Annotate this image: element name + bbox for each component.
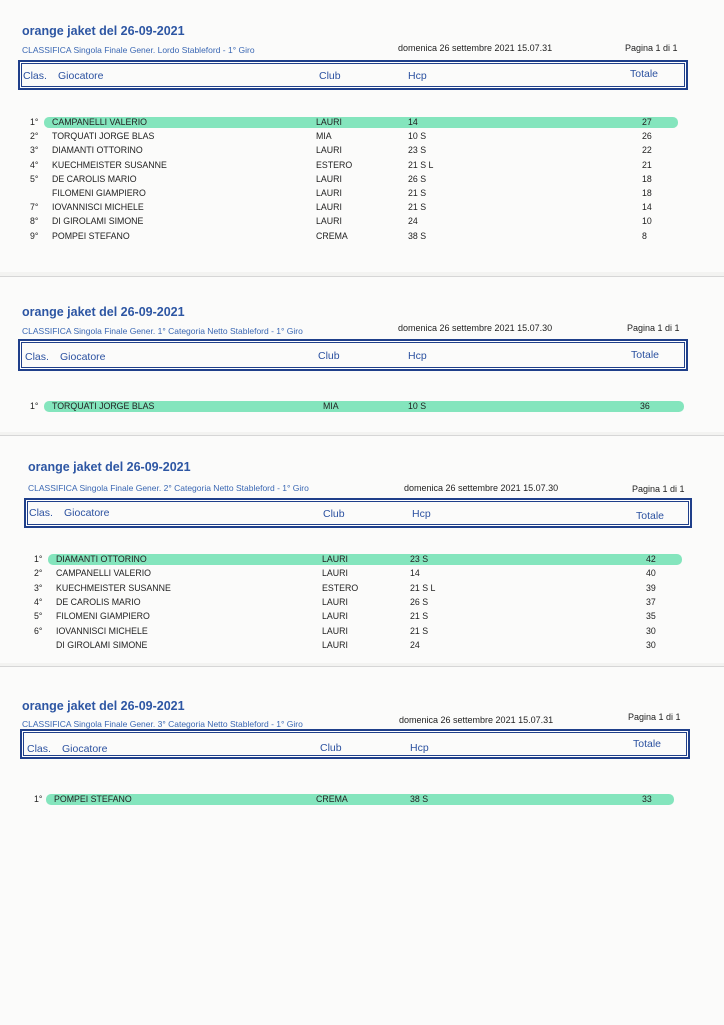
club-cell: LAURI <box>322 554 348 564</box>
player-name-cell: KUECHMEISTER SUSANNE <box>56 582 171 593</box>
sheet-title: orange jaket del 26-09-2021 <box>22 24 185 38</box>
player-name-cell: DIAMANTI OTTORINO <box>52 145 143 156</box>
sheet-subtitle: CLASSIFICA Singola Finale Gener. Lordo Stableford - 1° Giro <box>22 45 255 55</box>
player-name-cell: CAMPANELLI VALERIO <box>52 117 148 127</box>
table-row <box>0 401 724 414</box>
player-name-cell: DI GIROLAMI SIMONE <box>52 216 144 227</box>
handicap-cell: 21 S L <box>410 582 436 593</box>
club-cell: LAURI <box>316 202 342 213</box>
header-club: Club <box>319 70 341 82</box>
position-cell: 7° <box>30 202 39 213</box>
table-row <box>0 174 724 187</box>
table-row <box>0 794 724 807</box>
total-cell: 35 <box>646 611 656 622</box>
club-cell: LAURI <box>316 145 342 156</box>
handicap-cell: 24 <box>408 216 418 227</box>
club-cell: LAURI <box>322 611 348 622</box>
handicap-cell: 21 S L <box>408 159 434 170</box>
table-row <box>0 216 724 229</box>
handicap-cell: 38 S <box>410 794 429 804</box>
table-header <box>24 498 692 528</box>
player-name-cell: POMPEI STEFANO <box>52 230 130 241</box>
position-cell: 3° <box>34 582 43 593</box>
header-hcp: Hcp <box>412 508 431 520</box>
sheet-subtitle: CLASSIFICA Singola Finale Gener. 1° Categoria Netto Stableford - 1° Giro <box>22 326 303 336</box>
position-cell: 2° <box>34 568 43 579</box>
header-clas: Clas. <box>23 70 47 82</box>
handicap-cell: 21 S <box>408 188 427 198</box>
table-row <box>0 611 724 624</box>
table-row <box>0 160 724 173</box>
handicap-cell: 23 S <box>410 554 429 564</box>
header-club: Club <box>320 742 342 754</box>
position-cell: 3° <box>30 145 39 156</box>
handicap-cell: 38 S <box>408 230 427 241</box>
table-row <box>0 626 724 639</box>
page-number: Pagina 1 di 1 <box>627 323 680 333</box>
position-cell: 1° <box>30 117 39 127</box>
position-cell: 1° <box>34 554 43 564</box>
club-cell: CREMA <box>316 794 348 804</box>
page-number: Pagina 1 di 1 <box>625 43 678 53</box>
club-cell: LAURI <box>322 596 348 607</box>
total-cell: 18 <box>642 188 652 198</box>
print-date: domenica 26 settembre 2021 15.07.31 <box>398 43 553 53</box>
handicap-cell: 21 S <box>410 611 429 622</box>
table-row <box>0 202 724 215</box>
results-sheet-1 <box>0 0 724 272</box>
results-sheet-4 <box>0 666 724 1025</box>
table-header <box>20 729 690 759</box>
sheet-title: orange jaket del 26-09-2021 <box>22 699 185 713</box>
table-row <box>0 568 724 581</box>
club-cell: LAURI <box>322 639 348 650</box>
handicap-cell: 23 S <box>408 145 427 156</box>
header-player: Giocatore <box>58 70 104 82</box>
position-cell: 6° <box>34 625 43 636</box>
player-name-cell: KUECHMEISTER SUSANNE <box>52 159 167 170</box>
print-date: domenica 26 settembre 2021 15.07.31 <box>399 715 554 725</box>
total-cell: 42 <box>646 554 656 564</box>
table-row <box>0 583 724 596</box>
table-row <box>0 145 724 158</box>
player-name-cell: DE CAROLIS MARIO <box>52 173 137 184</box>
header-hcp: Hcp <box>408 70 427 82</box>
player-name-cell: DE CAROLIS MARIO <box>56 596 141 607</box>
total-cell: 21 <box>642 159 652 170</box>
player-name-cell: IOVANNISCI MICHELE <box>56 625 148 636</box>
position-cell: 4° <box>30 159 39 170</box>
table-header <box>18 60 688 90</box>
total-cell: 14 <box>642 202 652 213</box>
player-name-cell: TORQUATI JORGE BLAS <box>52 401 155 411</box>
sheet-title: orange jaket del 26-09-2021 <box>22 305 185 319</box>
header-clas: Clas. <box>27 743 51 755</box>
handicap-cell: 14 <box>408 117 418 127</box>
total-cell: 36 <box>640 401 650 411</box>
table-row <box>0 131 724 144</box>
position-cell: 8° <box>30 216 39 227</box>
table-row <box>0 640 724 653</box>
club-cell: LAURI <box>316 216 342 227</box>
header-hcp: Hcp <box>410 742 429 754</box>
position-cell: 2° <box>30 131 39 142</box>
sheet-subtitle: CLASSIFICA Singola Finale Gener. 2° Categoria Netto Stableford - 1° Giro <box>28 483 309 493</box>
club-cell: LAURI <box>316 173 342 184</box>
print-date: domenica 26 settembre 2021 15.07.30 <box>398 323 553 333</box>
player-name-cell: FILOMENI GIAMPIERO <box>56 611 150 622</box>
handicap-cell: 10 S <box>408 401 427 411</box>
total-cell: 26 <box>642 131 652 142</box>
handicap-cell: 24 <box>410 639 420 650</box>
total-cell: 37 <box>646 596 656 607</box>
table-row <box>0 117 724 130</box>
position-cell: 1° <box>34 794 43 804</box>
club-cell: MIA <box>316 131 332 142</box>
position-cell: 9° <box>30 230 39 241</box>
total-cell: 18 <box>642 173 652 184</box>
club-cell: LAURI <box>322 568 348 579</box>
header-club: Club <box>318 350 340 362</box>
header-player: Giocatore <box>64 507 110 519</box>
table-row <box>0 597 724 610</box>
player-name-cell: DIAMANTI OTTORINO <box>56 554 147 564</box>
total-cell: 30 <box>646 625 656 636</box>
header-player: Giocatore <box>60 351 106 363</box>
player-name-cell: POMPEI STEFANO <box>54 794 132 804</box>
total-cell: 39 <box>646 582 656 593</box>
header-clas: Clas. <box>29 507 53 519</box>
table-row <box>0 188 724 201</box>
header-player: Giocatore <box>62 743 108 755</box>
page-number: Pagina 1 di 1 <box>628 712 681 722</box>
total-cell: 10 <box>642 216 652 227</box>
total-cell: 8 <box>642 230 647 241</box>
results-sheet-3 <box>0 435 724 663</box>
header-total: Totale <box>630 68 659 80</box>
handicap-cell: 26 S <box>408 173 427 184</box>
club-cell: ESTERO <box>316 159 353 170</box>
position-cell: 1° <box>30 401 39 411</box>
club-cell: LAURI <box>322 625 348 636</box>
handicap-cell: 14 <box>410 568 420 579</box>
handicap-cell: 21 S <box>408 202 427 213</box>
sheet-title: orange jaket del 26-09-2021 <box>28 460 191 474</box>
club-cell: LAURI <box>316 117 342 127</box>
player-name-cell: DI GIROLAMI SIMONE <box>56 639 148 650</box>
results-sheet-2 <box>0 276 724 432</box>
player-name-cell: IOVANNISCI MICHELE <box>52 202 144 213</box>
club-cell: MIA <box>323 401 339 411</box>
club-cell: CREMA <box>316 230 348 241</box>
total-cell: 33 <box>642 794 652 804</box>
total-cell: 40 <box>646 568 656 579</box>
table-row <box>0 231 724 244</box>
club-cell: LAURI <box>316 188 342 198</box>
player-name-cell: CAMPANELLI VALERIO <box>56 568 152 579</box>
position-cell: 5° <box>30 173 39 184</box>
table-row <box>0 554 724 567</box>
handicap-cell: 21 S <box>410 625 429 636</box>
handicap-cell: 10 S <box>408 131 427 142</box>
player-name-cell: FILOMENI GIAMPIERO <box>52 188 146 198</box>
header-total: Totale <box>631 349 660 361</box>
position-cell: 4° <box>34 596 43 607</box>
sheet-subtitle: CLASSIFICA Singola Finale Gener. 3° Categoria Netto Stableford - 1° Giro <box>22 719 303 729</box>
print-date: domenica 26 settembre 2021 15.07.30 <box>404 483 559 493</box>
header-hcp: Hcp <box>408 350 427 362</box>
player-name-cell: TORQUATI JORGE BLAS <box>52 131 155 142</box>
table-header <box>18 339 688 371</box>
handicap-cell: 26 S <box>410 596 429 607</box>
page-number: Pagina 1 di 1 <box>632 484 685 494</box>
header-total: Totale <box>636 510 665 522</box>
header-total: Totale <box>633 738 662 750</box>
header-clas: Clas. <box>25 351 49 363</box>
header-club: Club <box>323 508 345 520</box>
position-cell: 5° <box>34 611 43 622</box>
total-cell: 22 <box>642 145 652 156</box>
total-cell: 27 <box>642 117 652 127</box>
total-cell: 30 <box>646 639 656 650</box>
club-cell: ESTERO <box>322 582 359 593</box>
